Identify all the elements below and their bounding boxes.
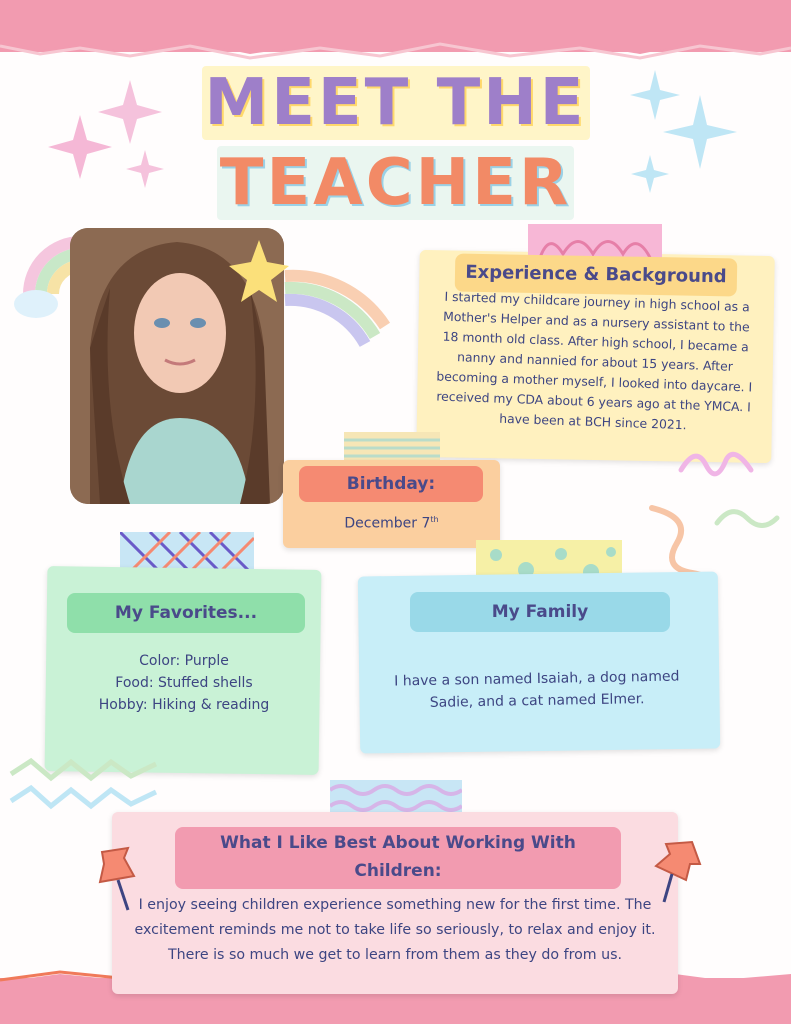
favorites-item: Color: Purple	[139, 653, 229, 669]
birthday-suffix: th	[430, 515, 439, 524]
best-text: I enjoy seeing children experience something new for the first time. The excitement reminds me not to take life so seriously, to relax and enjoy it. There is so much we get to learn from them as they do from us.	[134, 897, 656, 963]
family-text: I have a son named Isaiah, a dog named Sadie, and a cat named Elmer.	[394, 668, 680, 711]
favorites-item: Hobby: Hiking & reading	[98, 697, 270, 713]
birthday-value: December 7	[344, 515, 431, 532]
family-heading: My Family	[410, 592, 670, 632]
top-torn-edge	[0, 30, 791, 70]
birthday-date	[283, 510, 500, 534]
best-heading: What I Like Best About Working With Children:	[175, 827, 621, 889]
pushpin-left-icon	[90, 844, 150, 914]
pushpin-right-icon	[646, 836, 706, 906]
favorites-heading: My Favorites...	[67, 593, 305, 633]
birthday-heading: Birthday:	[299, 466, 483, 502]
birthday-tape	[344, 432, 440, 462]
title-text-2: TEACHER	[217, 146, 574, 220]
favorites-list	[60, 650, 308, 716]
experience-heading: Experience & Background	[455, 254, 738, 297]
shooting-star-icon	[225, 236, 395, 351]
title-line-1	[0, 66, 791, 140]
favorites-item: Food: Stuffed shells	[115, 675, 253, 691]
title-line-2	[0, 146, 791, 220]
title-text-1: MEET THE	[202, 66, 590, 140]
experience-text: I started my childcare journey in high school as a Mother's Helper and as a nursery assistant to the 18 month old class. After high school, I became a nanny and nannied for about 15 years. After becoming a mother myself, I looked into daycare. I received my CDA about 6 years ago at the YMCA. I have been at BCH since 2021.	[436, 288, 753, 433]
pink-squiggle-icon	[676, 440, 756, 490]
